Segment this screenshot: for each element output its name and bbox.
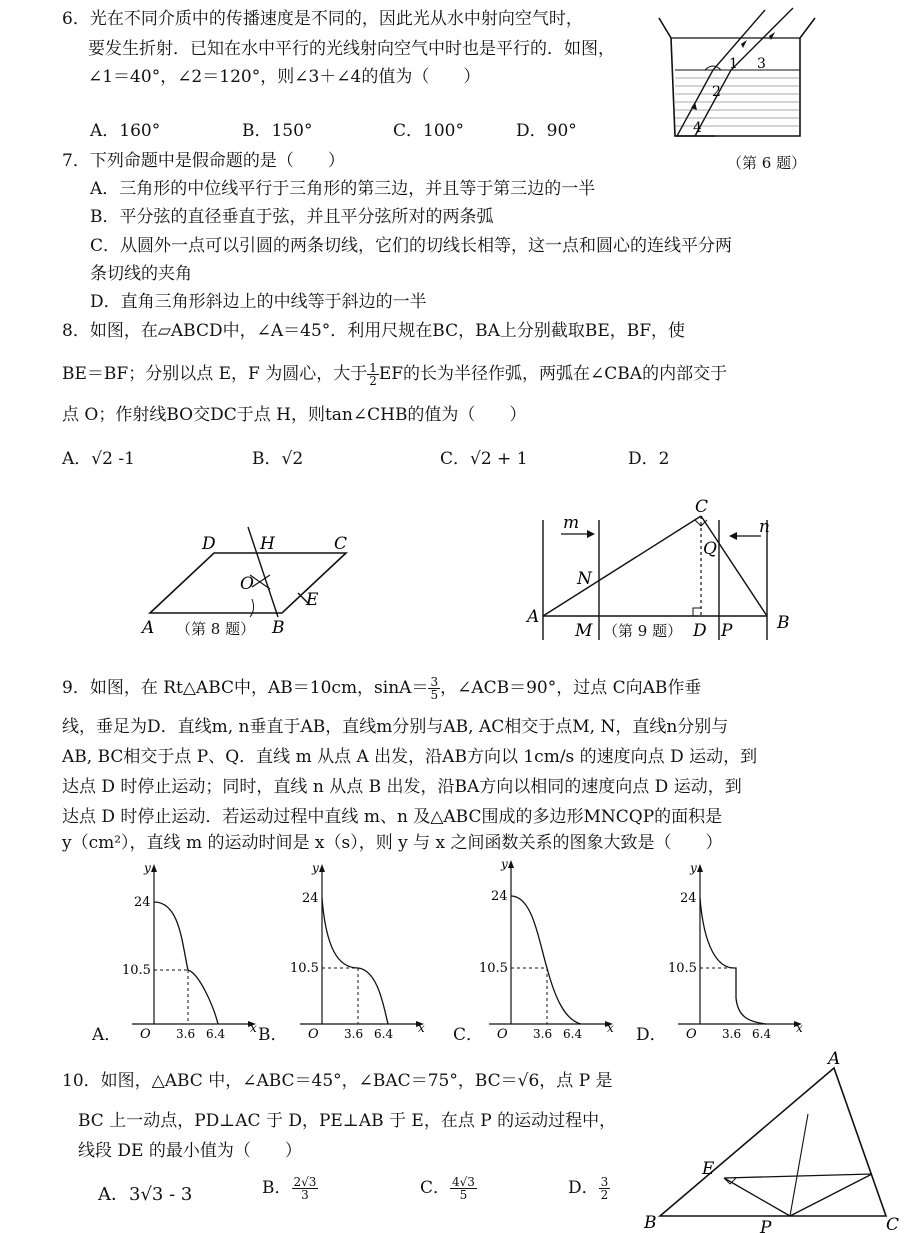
q7-option-b[interactable]: B．平分弦的直径垂直于弦，并且平分弦所对的两条弧 [90, 207, 494, 227]
q6-text-line3: ∠1＝40°，∠2＝120°，则∠3＋∠4的值为（ ） [88, 67, 481, 87]
q8-option-b[interactable]: B．√2 [252, 449, 304, 469]
q10-label-b: B [644, 1213, 657, 1233]
q9-option-a[interactable]: A． [92, 1025, 122, 1045]
q10-option-c-frac: $\frac{4√3}{5}$ [452, 1175, 475, 1202]
q10-option-a-value: 3√3 - 3 [129, 1184, 193, 1205]
q9b-36: 3.6 [344, 1027, 364, 1041]
q9b-o: O [308, 1027, 319, 1042]
q9c-64: 6.4 [563, 1027, 583, 1041]
q6-option-c[interactable]: C．100° [393, 121, 464, 141]
q10-label-a: A [828, 1049, 841, 1069]
q10-option-c[interactable] [420, 1176, 477, 1201]
q8-fraction-half: $\frac{1}{2}$ [369, 361, 377, 388]
q9-label-n: N [577, 569, 592, 589]
q8-text-line3: 点 O；作射线BO交DC于点 H，则tan∠CHB的值为（ ） [62, 405, 527, 425]
q6-option-d[interactable]: D．90° [516, 121, 577, 141]
q8-label-a: A [142, 618, 155, 638]
q8-text-line2a: BE＝BF；分别以点 E，F 为圆心，大于 [62, 364, 368, 384]
q9-graph-a [120, 858, 265, 1042]
q7-stem: 7．下列命题中是假命题的是（ ） [62, 151, 345, 171]
q9-figure-caption: （第 9 题） [603, 622, 683, 640]
q9a-x: x [250, 1021, 257, 1035]
q10-option-d-label: D． [568, 1178, 599, 1198]
q10-option-d-frac: $\frac{3}{2}$ [600, 1175, 609, 1202]
q7-option-a[interactable]: A．三角形的中位线平行于三角形的第三边，并且等于第三边的一半 [90, 179, 596, 199]
q10-option-b[interactable] [262, 1176, 318, 1201]
q9-label-m-line: m [563, 513, 580, 533]
q6-label-4: 4 [693, 120, 702, 136]
q6-figure [655, 8, 825, 143]
q9c-x: x [607, 1021, 614, 1035]
q9a-o: O [140, 1027, 151, 1042]
q9a-105: 10.5 [122, 963, 151, 978]
q9-option-d[interactable]: D． [636, 1025, 667, 1045]
q9c-24: 24 [491, 889, 508, 904]
q9-label-d: D [693, 621, 707, 641]
q10-text-line2: BC 上一动点，PD⊥AC 于 D，PE⊥AB 于 E，在点 P 的运动过程中， [78, 1111, 617, 1131]
q10-option-c-label: C． [420, 1178, 451, 1198]
q6-label-3: 3 [757, 56, 766, 72]
q10-figure [640, 1050, 902, 1233]
q9-option-c[interactable]: C． [453, 1025, 484, 1045]
q9c-y: y [501, 857, 508, 871]
q8-label-o: O [240, 574, 254, 594]
q10-option-b-label: B． [262, 1178, 292, 1198]
q9d-x: x [796, 1021, 803, 1035]
q8-option-a[interactable]: A．√2 -1 [62, 449, 135, 469]
q9-label-p: P [721, 621, 733, 641]
q10-label-c: C [886, 1215, 900, 1233]
q6-option-b[interactable]: B．150° [242, 121, 313, 141]
q8-label-d: D [202, 534, 216, 554]
q9d-36: 3.6 [722, 1027, 742, 1041]
q10-label-e: E [702, 1159, 715, 1179]
q9-graph-b [288, 858, 433, 1042]
q6-text-line2: 要发生折射．已知在水中平行的光线射向空气中时也是平行的．如图， [88, 39, 615, 59]
q7-option-c[interactable]: C．从圆外一点可以引圆的两条切线，它们的切线长相等，这一点和圆心的连线平分两 [90, 236, 733, 256]
q7-option-c-cont: 条切线的夹角 [90, 264, 192, 284]
q6-option-a[interactable]: A．160° [90, 121, 161, 141]
q8-label-h: H [260, 534, 275, 554]
q10-text-line1: 10．如图，△ABC 中，∠ABC＝45°，∠BAC＝75°，BC＝√6，点 P 是 [62, 1071, 613, 1091]
q9b-y: y [312, 861, 319, 875]
q9-text-line2: 线，垂足为D．直线m, n垂直于AB，直线m分别与AB, AC相交于点M, N，直线n分别与 [62, 717, 729, 737]
q10-text-line3: 线段 DE 的最小值为（ ） [78, 1141, 302, 1161]
q9a-64: 6.4 [206, 1027, 226, 1041]
q9-option-b[interactable]: B． [258, 1025, 288, 1045]
q9b-64: 6.4 [374, 1027, 394, 1041]
q8-text-line2 [62, 362, 727, 387]
q9-fraction-sin: $\frac{3}{5}$ [430, 675, 439, 702]
q9c-105: 10.5 [479, 961, 508, 976]
q8-label-c: C [334, 534, 348, 554]
q9-text-line6: y（cm²），直线 m 的运动时间是 x（s），则 y 与 x 之间函数关系的图象大致是（ ） [62, 833, 723, 853]
q9d-y: y [690, 861, 697, 875]
q9-label-b: B [777, 613, 790, 633]
q9d-o: O [686, 1027, 697, 1042]
q6-text-line1: 6．光在不同介质中的传播速度是不同的，因此光从水中射向空气时， [62, 9, 583, 29]
q8-option-d[interactable]: D．2 [628, 449, 670, 469]
q9-label-q: Q [703, 539, 717, 559]
q6-figure-caption: （第 6 题） [727, 154, 807, 172]
q9b-24: 24 [302, 891, 319, 906]
q8-label-b: B [272, 618, 285, 638]
q9a-36: 3.6 [176, 1027, 196, 1041]
q9-label-c: C [695, 497, 709, 517]
q7-option-d[interactable]: D．直角三角形斜边上的中线等于斜边的一半 [90, 292, 427, 312]
q9c-36: 3.6 [533, 1027, 553, 1041]
q9-text-line1 [62, 676, 701, 701]
q9-text-line1a: 9．如图，在 Rt△ABC中，AB＝10cm，sinA＝ [62, 678, 429, 698]
q9-label-a: A [527, 607, 540, 627]
q9d-24: 24 [680, 891, 697, 906]
q8-text-line2b: EF的长为半径作弧，两弧在∠CBA的内部交于 [378, 364, 728, 384]
q10-option-a[interactable] [98, 1184, 192, 1206]
q6-label-1: 1 [729, 56, 738, 72]
q10-label-p: P [760, 1218, 772, 1233]
q9d-105: 10.5 [668, 961, 697, 976]
q6-label-2: 2 [712, 84, 721, 100]
q9a-y: y [144, 861, 151, 875]
q10-option-a-label: A． [98, 1184, 129, 1205]
q9-graph-c [477, 857, 622, 1042]
q9-text-line4: 达点 D 时停止运动；同时，直线 n 从点 B 出发，沿BA方向以相同的速度向点 D 运动，到 [62, 777, 742, 797]
q8-figure-caption: （第 8 题） [176, 620, 256, 638]
q9-label-m: M [575, 621, 593, 641]
q9-text-line5: 达点 D 时停止运动．若运动过程中直线 m、n 及△ABC围成的多边形MNCQP的面积是 [62, 807, 723, 827]
q9-text-line3: AB, BC相交于点 P、Q．直线 m 从点 A 出发，沿AB方向以 1cm/s 的速度向点 D 运动，到 [62, 747, 758, 767]
q9b-105: 10.5 [290, 961, 319, 976]
q9d-64: 6.4 [752, 1027, 772, 1041]
q9-graph-d [666, 858, 811, 1042]
q9c-o: O [497, 1027, 508, 1042]
q9-text-line1b: ，∠ACB＝90°，过点 C向AB作垂 [440, 678, 702, 698]
q10-option-b-frac: $\frac{2√3}{3}$ [293, 1175, 317, 1202]
q9b-x: x [418, 1021, 425, 1035]
q8-label-e: E [306, 590, 319, 610]
q8-text-line1: 8．如图，在▱ABCD中，∠A＝45°．利用尺规在BC，BA上分别截取BE，BF，使 [62, 321, 686, 341]
q9a-24: 24 [134, 895, 151, 910]
q8-option-c[interactable]: C．√2 + 1 [440, 449, 528, 469]
q10-option-d[interactable] [568, 1176, 610, 1201]
q9-label-n-line: n [759, 517, 770, 537]
